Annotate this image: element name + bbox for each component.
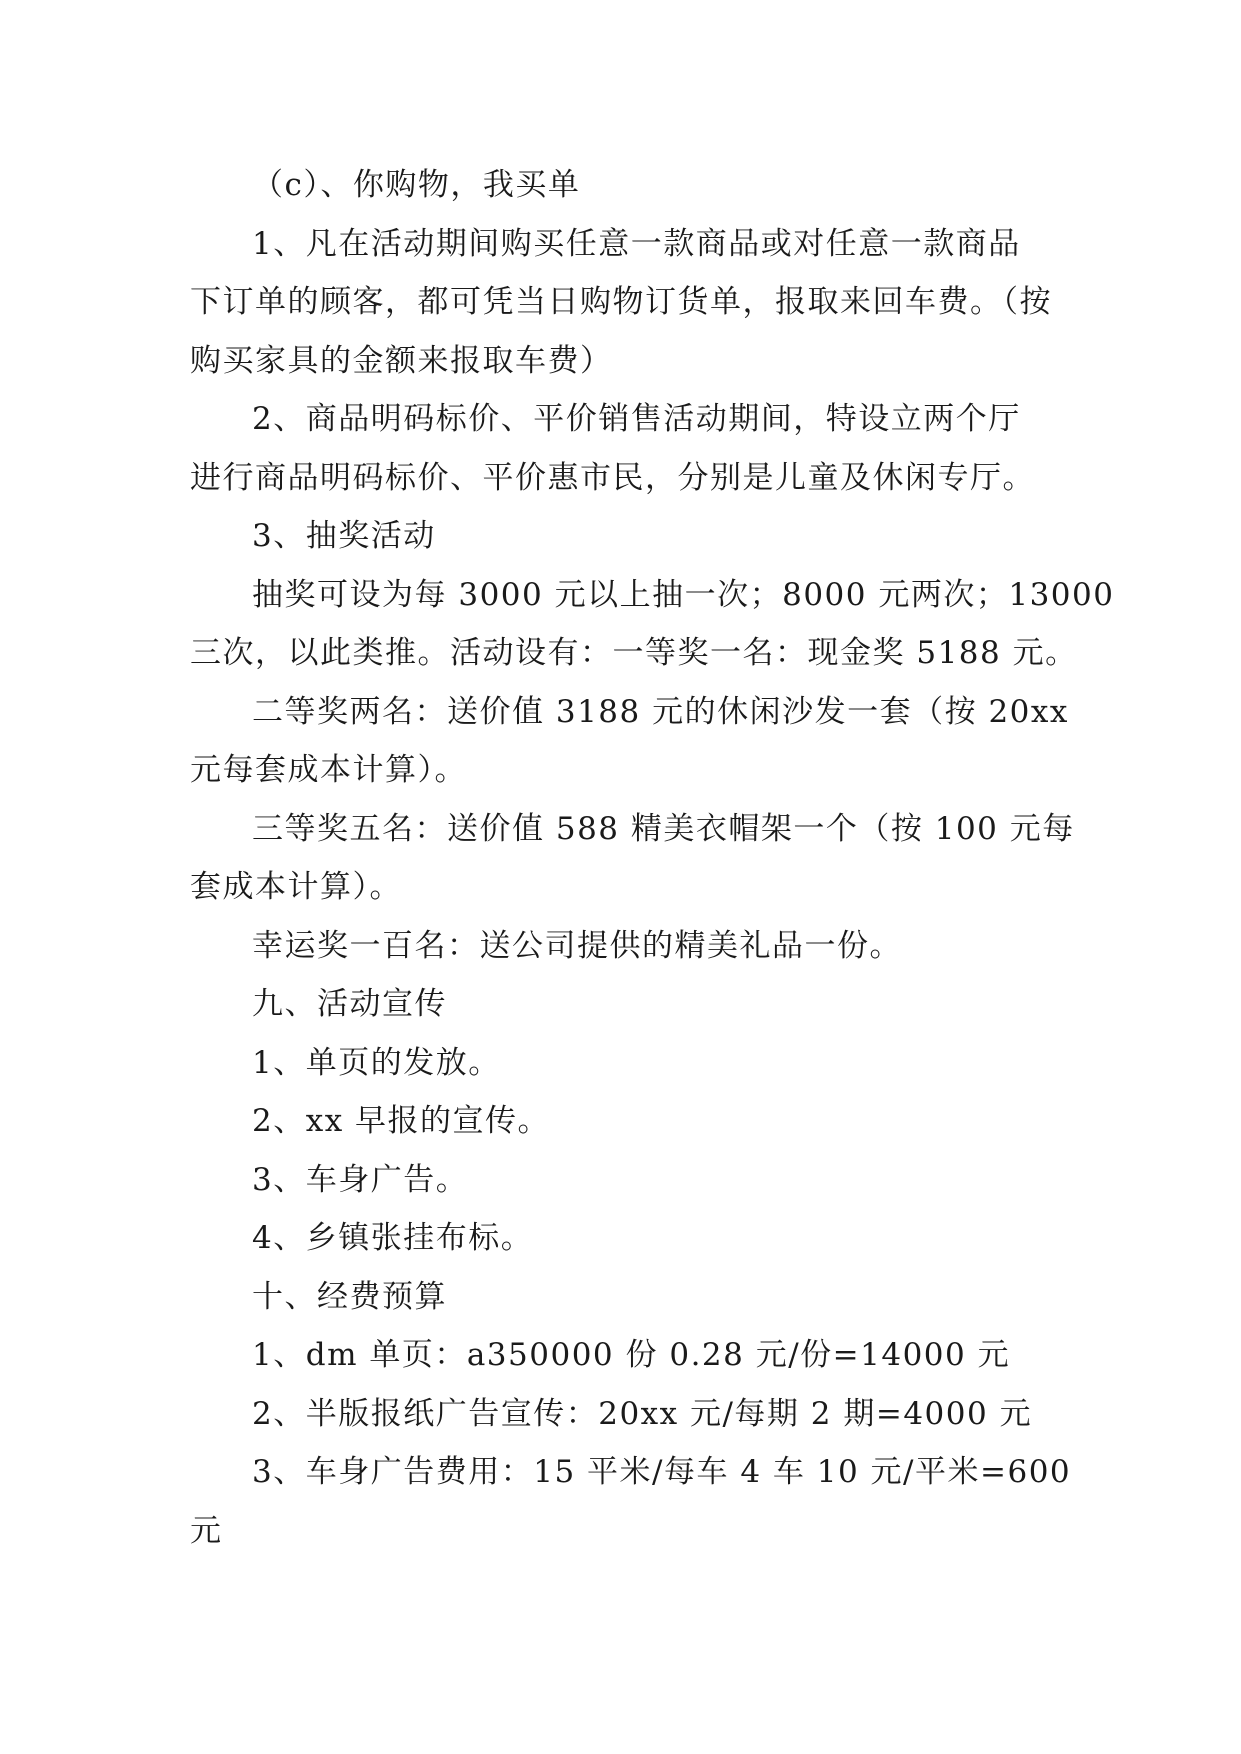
paragraph-line: 三次，以此类推。活动设有：一等奖一名：现金奖 5188 元。 [190,635,1078,671]
section-heading: 3、抽奖活动 [252,518,436,554]
paragraph-line: 幸运奖一百名：送公司提供的精美礼品一份。 [252,927,902,964]
paragraph-line: 二等奖两名：送价值 3188 元的休闲沙发一套（按 20xx [252,693,1069,730]
list-item: 1、dm 单页：a350000 份 0.28 元/份=14000 元 [252,1337,1011,1373]
paragraph-line: 进行商品明码标价、平价惠市民，分别是儿童及休闲专厅。 [190,459,1035,496]
section-heading: 九、活动宣传 [252,986,447,1022]
paragraph-line: 套成本计算）。 [190,869,402,905]
list-item: 4、乡镇张挂布标。 [252,1220,534,1256]
document-body [190,156,1115,1560]
paragraph-line: 三等奖五名：送价值 588 精美衣帽架一个（按 100 元每 [252,810,1075,847]
list-item: 1、单页的发放。 [252,1044,501,1081]
paragraph-line: 2、商品明码标价、平价销售活动期间，特设立两个厅 [252,401,1021,437]
paragraph-line: 下订单的顾客，都可凭当日购物订货单，报取来回车费。（按 [190,284,1052,320]
paragraph-line: 元 [190,1512,223,1549]
paragraph-line: 购买家具的金额来报取车费） [190,342,613,379]
section-heading: 十、经费预算 [252,1278,447,1315]
list-item: 2、xx 早报的宣传。 [252,1103,551,1139]
paragraph-line: 元每套成本计算）。 [190,752,467,788]
list-item: 3、车身广告。 [252,1161,469,1198]
list-item: 2、半版报纸广告宣传：20xx 元/每期 2 期=4000 元 [252,1395,1033,1432]
list-item: 3、车身广告费用：15 平米/每车 4 车 10 元/平米=600 [252,1454,1072,1490]
paragraph-line: （c）、你购物，我买单 [252,167,581,203]
paragraph-line: 抽奖可设为每 3000 元以上抽一次；8000 元两次；13000 [252,576,1115,613]
paragraph-line: 1、凡在活动期间购买任意一款商品或对任意一款商品 [252,225,1021,262]
